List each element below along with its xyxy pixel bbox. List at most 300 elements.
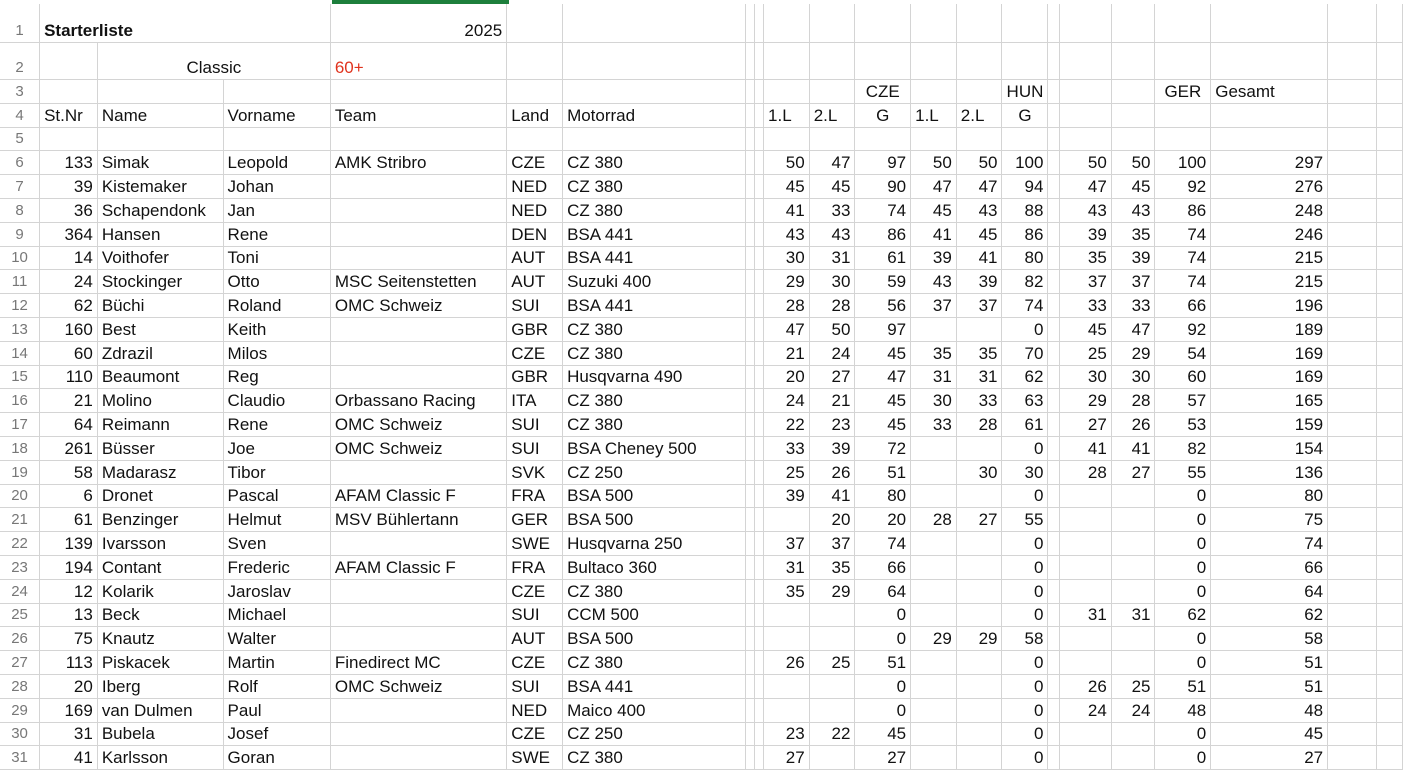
start-number-cell[interactable]: 62 — [40, 294, 98, 318]
ger-lap1-cell[interactable] — [1060, 722, 1111, 746]
hun-lap2-cell[interactable]: 28 — [956, 413, 1002, 437]
cze-total-cell[interactable]: 27 — [855, 746, 911, 770]
cell[interactable] — [40, 127, 98, 151]
column-header-land[interactable]: Land — [507, 103, 563, 127]
motorrad-cell[interactable]: BSA 441 — [563, 674, 746, 698]
table-row[interactable] — [0, 270, 1403, 294]
name-cell[interactable]: Büchi — [97, 294, 223, 318]
cze-lap1-cell[interactable]: 37 — [764, 532, 810, 556]
cze-lap1-cell[interactable]: 35 — [764, 579, 810, 603]
table-row[interactable] — [0, 746, 1403, 770]
name-cell[interactable]: Iberg — [97, 674, 223, 698]
team-cell[interactable]: OMC Schweiz — [330, 413, 506, 437]
name-cell[interactable]: Karlsson — [97, 746, 223, 770]
table-row[interactable] — [0, 341, 1403, 365]
cell[interactable] — [1155, 127, 1211, 151]
ger-lap1-cell[interactable]: 35 — [1060, 246, 1111, 270]
row-header[interactable]: 19 — [0, 460, 40, 484]
cell[interactable] — [809, 4, 855, 43]
name-cell[interactable]: Madarasz — [97, 460, 223, 484]
cell[interactable] — [1048, 413, 1060, 437]
hun-total-cell[interactable]: 58 — [1002, 627, 1048, 651]
table-row[interactable] — [0, 389, 1403, 413]
ger-lap1-cell[interactable]: 39 — [1060, 222, 1111, 246]
cell[interactable] — [1048, 270, 1060, 294]
cze-total-cell[interactable]: 74 — [855, 198, 911, 222]
vorname-cell[interactable]: Milos — [223, 341, 330, 365]
table-row[interactable] — [0, 484, 1403, 508]
name-cell[interactable]: Beaumont — [97, 365, 223, 389]
hun-total-cell[interactable]: 0 — [1002, 317, 1048, 341]
cell[interactable] — [1060, 80, 1111, 104]
motorrad-cell[interactable]: BSA 500 — [563, 484, 746, 508]
cze-lap2-cell[interactable]: 33 — [809, 198, 855, 222]
cell[interactable] — [755, 317, 764, 341]
start-number-cell[interactable]: 12 — [40, 579, 98, 603]
start-number-cell[interactable]: 13 — [40, 603, 98, 627]
cell[interactable] — [1111, 127, 1155, 151]
cell[interactable] — [1328, 555, 1377, 579]
team-cell[interactable]: Orbassano Racing — [330, 389, 506, 413]
cell[interactable] — [1377, 103, 1403, 127]
hun-lap1-cell[interactable]: 28 — [911, 508, 957, 532]
cell[interactable] — [1048, 722, 1060, 746]
hun-total-cell[interactable]: 74 — [1002, 294, 1048, 318]
cze-total-cell[interactable]: 56 — [855, 294, 911, 318]
land-cell[interactable]: AUT — [507, 246, 563, 270]
hun-lap1-cell[interactable] — [911, 532, 957, 556]
land-cell[interactable]: CZE — [507, 651, 563, 675]
cze-lap1-cell[interactable] — [764, 627, 810, 651]
hun-lap1-cell[interactable] — [911, 698, 957, 722]
cell[interactable] — [1377, 484, 1403, 508]
cze-total-cell[interactable]: 61 — [855, 246, 911, 270]
cze-lap1-cell[interactable]: 39 — [764, 484, 810, 508]
hun-lap2-cell[interactable] — [956, 722, 1002, 746]
hun-total-cell[interactable]: 0 — [1002, 484, 1048, 508]
cell[interactable] — [1328, 198, 1377, 222]
ger-lap2-cell[interactable]: 39 — [1111, 246, 1155, 270]
hun-lap2-cell[interactable]: 33 — [956, 389, 1002, 413]
cell[interactable] — [755, 175, 764, 199]
cell[interactable] — [1328, 222, 1377, 246]
hun-lap2-cell[interactable]: 50 — [956, 151, 1002, 175]
hun-lap1-cell[interactable] — [911, 484, 957, 508]
row-header[interactable]: 3 — [0, 80, 40, 104]
ger-lap1-cell[interactable]: 29 — [1060, 389, 1111, 413]
cell[interactable] — [746, 365, 755, 389]
ger-total-cell[interactable]: 92 — [1155, 317, 1211, 341]
cell[interactable] — [755, 508, 764, 532]
cze-total-cell[interactable]: 45 — [855, 389, 911, 413]
overall-total-cell[interactable]: 159 — [1211, 413, 1328, 437]
cell[interactable] — [746, 222, 755, 246]
overall-total-cell[interactable]: 51 — [1211, 674, 1328, 698]
cell[interactable] — [746, 722, 755, 746]
cze-total-cell[interactable]: 74 — [855, 532, 911, 556]
cell[interactable] — [911, 80, 957, 104]
cell[interactable] — [755, 436, 764, 460]
cell[interactable] — [1328, 674, 1377, 698]
name-cell[interactable]: Büsser — [97, 436, 223, 460]
row-header[interactable]: 12 — [0, 294, 40, 318]
hun-lap2-cell[interactable] — [956, 603, 1002, 627]
cell[interactable] — [755, 460, 764, 484]
cell[interactable] — [1377, 246, 1403, 270]
cell[interactable] — [755, 698, 764, 722]
cell[interactable] — [1377, 365, 1403, 389]
team-cell[interactable] — [330, 579, 506, 603]
cell[interactable] — [1377, 222, 1403, 246]
land-cell[interactable]: DEN — [507, 222, 563, 246]
cze-total-cell[interactable]: 47 — [855, 365, 911, 389]
cell[interactable] — [746, 698, 755, 722]
cell[interactable] — [755, 579, 764, 603]
ger-lap2-cell[interactable] — [1111, 651, 1155, 675]
land-cell[interactable]: GBR — [507, 317, 563, 341]
cell[interactable] — [1111, 43, 1155, 80]
cell[interactable] — [746, 436, 755, 460]
land-cell[interactable]: NED — [507, 198, 563, 222]
land-cell[interactable]: SWE — [507, 746, 563, 770]
row-2[interactable] — [0, 43, 1403, 80]
ger-total-cell[interactable]: 51 — [1155, 674, 1211, 698]
cze-total-cell[interactable]: 97 — [855, 317, 911, 341]
cell[interactable] — [746, 508, 755, 532]
column-header-cze-g[interactable]: G — [855, 103, 911, 127]
cze-total-cell[interactable]: 0 — [855, 627, 911, 651]
overall-total-cell[interactable]: 165 — [1211, 389, 1328, 413]
cell[interactable] — [956, 4, 1002, 43]
group-header-cze[interactable]: CZE — [855, 80, 911, 104]
ger-total-cell[interactable]: 86 — [1155, 198, 1211, 222]
cell[interactable] — [755, 151, 764, 175]
overall-total-cell[interactable]: 215 — [1211, 270, 1328, 294]
cell[interactable] — [746, 413, 755, 437]
cell[interactable] — [1048, 175, 1060, 199]
cell[interactable] — [755, 127, 764, 151]
start-number-cell[interactable]: 60 — [40, 341, 98, 365]
column-header-team[interactable]: Team — [330, 103, 506, 127]
cell[interactable] — [1002, 127, 1048, 151]
vorname-cell[interactable]: Rolf — [223, 674, 330, 698]
start-number-cell[interactable]: 261 — [40, 436, 98, 460]
row-header[interactable]: 25 — [0, 603, 40, 627]
table-row[interactable] — [0, 222, 1403, 246]
ger-lap1-cell[interactable]: 47 — [1060, 175, 1111, 199]
cell[interactable] — [755, 246, 764, 270]
group-header-total[interactable]: Gesamt — [1211, 80, 1328, 104]
cell[interactable] — [1048, 484, 1060, 508]
row-5[interactable] — [0, 127, 1403, 151]
ger-lap2-cell[interactable] — [1111, 484, 1155, 508]
motorrad-cell[interactable]: BSA 441 — [563, 222, 746, 246]
hun-lap1-cell[interactable] — [911, 722, 957, 746]
name-cell[interactable]: Best — [97, 317, 223, 341]
cze-total-cell[interactable]: 0 — [855, 698, 911, 722]
cze-total-cell[interactable]: 80 — [855, 484, 911, 508]
cze-lap2-cell[interactable]: 30 — [809, 270, 855, 294]
cell[interactable] — [755, 294, 764, 318]
cell[interactable] — [1377, 603, 1403, 627]
hun-total-cell[interactable]: 0 — [1002, 555, 1048, 579]
cell[interactable] — [1060, 4, 1111, 43]
row-header[interactable]: 27 — [0, 651, 40, 675]
table-row[interactable] — [0, 294, 1403, 318]
ger-lap2-cell[interactable]: 28 — [1111, 389, 1155, 413]
row-header[interactable]: 18 — [0, 436, 40, 460]
cell[interactable] — [1377, 127, 1403, 151]
cell[interactable] — [755, 746, 764, 770]
vorname-cell[interactable]: Joe — [223, 436, 330, 460]
row-header[interactable]: 17 — [0, 413, 40, 437]
cze-lap1-cell[interactable]: 24 — [764, 389, 810, 413]
row-header[interactable]: 4 — [0, 103, 40, 127]
ger-total-cell[interactable]: 0 — [1155, 579, 1211, 603]
ger-total-cell[interactable]: 100 — [1155, 151, 1211, 175]
cell[interactable] — [1377, 270, 1403, 294]
name-cell[interactable]: Simak — [97, 151, 223, 175]
motorrad-cell[interactable]: CZ 250 — [563, 722, 746, 746]
motorrad-cell[interactable]: CZ 380 — [563, 389, 746, 413]
row-header[interactable]: 29 — [0, 698, 40, 722]
motorrad-cell[interactable]: BSA 500 — [563, 627, 746, 651]
overall-total-cell[interactable]: 136 — [1211, 460, 1328, 484]
hun-lap2-cell[interactable] — [956, 484, 1002, 508]
vorname-cell[interactable]: Jaroslav — [223, 579, 330, 603]
cze-lap2-cell[interactable]: 39 — [809, 436, 855, 460]
table-row[interactable] — [0, 365, 1403, 389]
ger-lap2-cell[interactable] — [1111, 532, 1155, 556]
cell[interactable] — [855, 43, 911, 80]
hun-total-cell[interactable]: 0 — [1002, 674, 1048, 698]
hun-lap2-cell[interactable] — [956, 436, 1002, 460]
cze-lap2-cell[interactable]: 22 — [809, 722, 855, 746]
land-cell[interactable]: CZE — [507, 151, 563, 175]
start-number-cell[interactable]: 31 — [40, 722, 98, 746]
cell[interactable] — [755, 341, 764, 365]
land-cell[interactable]: CZE — [507, 722, 563, 746]
cell[interactable] — [746, 389, 755, 413]
cell[interactable] — [1211, 4, 1328, 43]
ger-lap1-cell[interactable]: 25 — [1060, 341, 1111, 365]
team-cell[interactable] — [330, 746, 506, 770]
land-cell[interactable]: GER — [507, 508, 563, 532]
overall-total-cell[interactable]: 276 — [1211, 175, 1328, 199]
cell[interactable] — [1377, 4, 1403, 43]
cell[interactable] — [755, 555, 764, 579]
group-header-ger[interactable]: GER — [1155, 80, 1211, 104]
cell[interactable] — [746, 127, 755, 151]
ger-total-cell[interactable]: 74 — [1155, 270, 1211, 294]
cell[interactable] — [1048, 508, 1060, 532]
cell[interactable] — [1060, 103, 1111, 127]
cell[interactable] — [1377, 341, 1403, 365]
cell[interactable] — [1111, 80, 1155, 104]
cell[interactable] — [1328, 579, 1377, 603]
start-number-cell[interactable]: 24 — [40, 270, 98, 294]
name-cell[interactable]: Voithofer — [97, 246, 223, 270]
row-header[interactable]: 20 — [0, 484, 40, 508]
cell[interactable] — [746, 484, 755, 508]
ger-total-cell[interactable]: 48 — [1155, 698, 1211, 722]
name-cell[interactable]: Piskacek — [97, 651, 223, 675]
hun-total-cell[interactable]: 30 — [1002, 460, 1048, 484]
name-cell[interactable]: Kistemaker — [97, 175, 223, 199]
ger-lap2-cell[interactable]: 47 — [1111, 317, 1155, 341]
hun-lap2-cell[interactable] — [956, 317, 1002, 341]
team-cell[interactable] — [330, 627, 506, 651]
start-number-cell[interactable]: 139 — [40, 532, 98, 556]
cell[interactable] — [746, 603, 755, 627]
cell[interactable] — [1328, 746, 1377, 770]
cell[interactable] — [755, 413, 764, 437]
hun-lap2-cell[interactable] — [956, 532, 1002, 556]
cell[interactable] — [1377, 151, 1403, 175]
cell[interactable] — [764, 4, 810, 43]
ger-lap2-cell[interactable]: 33 — [1111, 294, 1155, 318]
row-header[interactable]: 14 — [0, 341, 40, 365]
vorname-cell[interactable]: Johan — [223, 175, 330, 199]
cze-lap1-cell[interactable]: 47 — [764, 317, 810, 341]
ger-total-cell[interactable]: 0 — [1155, 627, 1211, 651]
ger-lap1-cell[interactable] — [1060, 627, 1111, 651]
cze-lap2-cell[interactable]: 25 — [809, 651, 855, 675]
row-header[interactable]: 21 — [0, 508, 40, 532]
cell[interactable] — [1048, 317, 1060, 341]
hun-lap1-cell[interactable]: 47 — [911, 175, 957, 199]
cell[interactable] — [755, 4, 764, 43]
cell[interactable] — [1048, 294, 1060, 318]
ger-lap2-cell[interactable]: 37 — [1111, 270, 1155, 294]
cell[interactable] — [1048, 746, 1060, 770]
cell[interactable] — [1328, 365, 1377, 389]
motorrad-cell[interactable]: CZ 380 — [563, 341, 746, 365]
motorrad-cell[interactable]: Husqvarna 490 — [563, 365, 746, 389]
vorname-cell[interactable]: Otto — [223, 270, 330, 294]
name-cell[interactable]: van Dulmen — [97, 698, 223, 722]
hun-total-cell[interactable]: 100 — [1002, 151, 1048, 175]
cell[interactable] — [755, 603, 764, 627]
row-header[interactable]: 11 — [0, 270, 40, 294]
ger-lap1-cell[interactable]: 27 — [1060, 413, 1111, 437]
cze-lap2-cell[interactable] — [809, 746, 855, 770]
ger-lap1-cell[interactable] — [1060, 484, 1111, 508]
cell[interactable] — [1048, 246, 1060, 270]
table-row[interactable] — [0, 508, 1403, 532]
cell[interactable] — [1328, 436, 1377, 460]
hun-lap1-cell[interactable]: 35 — [911, 341, 957, 365]
hun-total-cell[interactable]: 0 — [1002, 532, 1048, 556]
vorname-cell[interactable]: Rene — [223, 222, 330, 246]
class-label-cell[interactable]: Classic — [97, 43, 330, 80]
row-header[interactable]: 16 — [0, 389, 40, 413]
overall-total-cell[interactable]: 246 — [1211, 222, 1328, 246]
motorrad-cell[interactable]: CZ 380 — [563, 579, 746, 603]
hun-total-cell[interactable]: 82 — [1002, 270, 1048, 294]
cell[interactable] — [330, 127, 506, 151]
cze-total-cell[interactable]: 45 — [855, 341, 911, 365]
hun-lap1-cell[interactable]: 41 — [911, 222, 957, 246]
hun-lap1-cell[interactable] — [911, 603, 957, 627]
land-cell[interactable]: SUI — [507, 294, 563, 318]
motorrad-cell[interactable]: CZ 380 — [563, 151, 746, 175]
start-number-cell[interactable]: 64 — [40, 413, 98, 437]
ger-total-cell[interactable]: 0 — [1155, 508, 1211, 532]
cell[interactable] — [746, 246, 755, 270]
ger-lap1-cell[interactable]: 50 — [1060, 151, 1111, 175]
hun-lap1-cell[interactable]: 39 — [911, 246, 957, 270]
team-cell[interactable]: AFAM Classic F — [330, 555, 506, 579]
cell[interactable] — [1328, 627, 1377, 651]
ger-lap1-cell[interactable] — [1060, 651, 1111, 675]
cell[interactable] — [1211, 103, 1328, 127]
overall-total-cell[interactable]: 66 — [1211, 555, 1328, 579]
team-cell[interactable] — [330, 365, 506, 389]
team-cell[interactable] — [330, 341, 506, 365]
cell[interactable] — [1377, 460, 1403, 484]
table-row[interactable] — [0, 151, 1403, 175]
overall-total-cell[interactable]: 248 — [1211, 198, 1328, 222]
cell[interactable] — [1328, 151, 1377, 175]
start-number-cell[interactable]: 75 — [40, 627, 98, 651]
ger-lap2-cell[interactable] — [1111, 746, 1155, 770]
table-row[interactable] — [0, 413, 1403, 437]
ger-total-cell[interactable]: 74 — [1155, 222, 1211, 246]
table-row[interactable] — [0, 460, 1403, 484]
start-number-cell[interactable]: 160 — [40, 317, 98, 341]
motorrad-cell[interactable]: BSA Cheney 500 — [563, 436, 746, 460]
column-header-stnr[interactable]: St.Nr — [40, 103, 98, 127]
cze-total-cell[interactable]: 51 — [855, 651, 911, 675]
cell[interactable] — [1048, 151, 1060, 175]
cell[interactable] — [1048, 603, 1060, 627]
ger-total-cell[interactable]: 74 — [1155, 246, 1211, 270]
cell[interactable] — [40, 43, 98, 80]
cell[interactable] — [1155, 4, 1211, 43]
cze-lap2-cell[interactable]: 21 — [809, 389, 855, 413]
cell[interactable] — [1328, 389, 1377, 413]
row-header[interactable]: 28 — [0, 674, 40, 698]
row-header[interactable]: 5 — [0, 127, 40, 151]
row-header[interactable]: 6 — [0, 151, 40, 175]
ger-lap2-cell[interactable] — [1111, 579, 1155, 603]
vorname-cell[interactable]: Josef — [223, 722, 330, 746]
cell[interactable] — [1211, 127, 1328, 151]
cell[interactable] — [1377, 532, 1403, 556]
cell[interactable] — [507, 43, 563, 80]
cell[interactable] — [755, 651, 764, 675]
cell[interactable] — [746, 175, 755, 199]
cell[interactable] — [746, 198, 755, 222]
cell[interactable] — [755, 627, 764, 651]
cell[interactable] — [1377, 579, 1403, 603]
land-cell[interactable]: SVK — [507, 460, 563, 484]
cze-lap1-cell[interactable]: 25 — [764, 460, 810, 484]
land-cell[interactable]: CZE — [507, 341, 563, 365]
ger-total-cell[interactable]: 82 — [1155, 436, 1211, 460]
cze-lap2-cell[interactable] — [809, 603, 855, 627]
vorname-cell[interactable]: Leopold — [223, 151, 330, 175]
cell[interactable] — [1328, 43, 1377, 80]
cze-lap1-cell[interactable]: 20 — [764, 365, 810, 389]
overall-total-cell[interactable]: 58 — [1211, 627, 1328, 651]
cze-lap2-cell[interactable]: 31 — [809, 246, 855, 270]
cell[interactable] — [1377, 80, 1403, 104]
cze-lap2-cell[interactable]: 37 — [809, 532, 855, 556]
row-header[interactable]: 23 — [0, 555, 40, 579]
hun-lap2-cell[interactable] — [956, 746, 1002, 770]
